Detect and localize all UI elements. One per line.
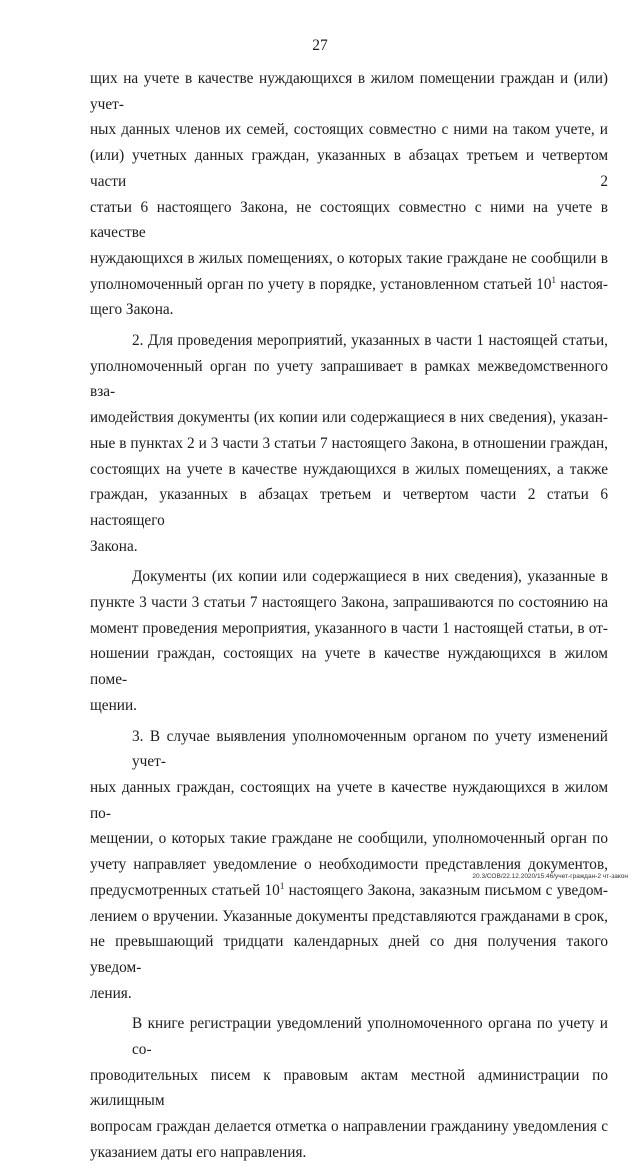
text-segment: Документы (их копии или содержащиеся в них сведения), указанные в	[132, 568, 608, 586]
text-line	[90, 297, 608, 323]
text-segment: указанием даты его направления.	[90, 1143, 307, 1161]
text-segment: настоя-	[555, 275, 608, 293]
text-segment: щего Закона.	[90, 301, 174, 319]
paragraph	[90, 328, 608, 559]
text-segment: ношении граждан, состоящих на учете в качестве нуждающихся в жилом поме-	[90, 645, 608, 689]
text-line	[90, 590, 608, 616]
text-line	[90, 66, 608, 117]
text-line	[90, 431, 608, 457]
text-line	[90, 246, 608, 272]
text-line	[90, 775, 608, 826]
text-line	[90, 826, 608, 852]
text-segment: нуждающихся в жилых помещениях, о которых такие граждане не сообщили в	[90, 249, 608, 267]
text-segment: (или) учетных данных граждан, указанных в абзацах третьем и четвертом части 2	[90, 147, 608, 190]
text-segment: предусмотренных статьей 10	[90, 881, 280, 899]
text-line	[90, 1114, 608, 1140]
text-segment: ные в пунктах 2 и 3 части 3 статьи 7 настоящего Закона, в отношении граждан,	[90, 434, 608, 452]
text-line	[90, 724, 608, 775]
text-segment: момент проведения мероприятия, указанного в части 1 настоящей статьи, в от-	[90, 619, 608, 637]
document-body	[90, 66, 608, 1171]
text-segment: имодействия документы (их копии или содержащиеся в них сведения), указан-	[90, 409, 608, 427]
text-line	[90, 929, 608, 980]
text-line	[90, 641, 608, 692]
text-line	[90, 117, 608, 143]
paragraph	[90, 724, 608, 1007]
text-segment: мещении, о которых такие граждане не сообщили, уполномоченный орган по	[90, 830, 608, 848]
text-line	[90, 354, 608, 405]
text-line	[90, 616, 608, 642]
text-line	[90, 405, 608, 431]
text-segment: ных данных граждан, состоящих на учете в качестве нуждающихся в жилом по-	[90, 778, 608, 822]
text-line	[90, 457, 608, 483]
text-line	[90, 904, 608, 930]
text-segment: вопросам граждан делается отметка о направлении гражданину уведомления с	[90, 1118, 608, 1136]
text-segment: учету направляет уведомление о необходимости представления документов,	[90, 856, 608, 874]
text-segment: щих на учете в качестве нуждающихся в жилом помещении граждан и (или) учет-	[90, 70, 608, 113]
text-segment: ления.	[90, 984, 132, 1002]
paragraph	[90, 1011, 608, 1165]
text-segment: настоящего Закона, заказным письмом с уведом-	[284, 881, 608, 899]
text-segment: 3. В случае выявления уполномоченным органом по учету изменений учет-	[132, 727, 608, 771]
text-line	[90, 981, 608, 1007]
footer-reference: 20.3/СОВ/22.12.2020/15:46/учет-граждан-2 чт-закон	[472, 873, 628, 880]
text-segment: ных данных членов их семей, состоящих совместно с ними на таком учете, и	[90, 121, 608, 139]
text-line	[90, 693, 608, 719]
text-line	[90, 878, 608, 904]
text-line	[90, 534, 608, 560]
text-line	[90, 564, 608, 590]
text-segment: проводительных писем к правовым актам местной администрации по жилищным	[90, 1066, 608, 1110]
text-segment: уполномоченный орган по учету запрашивает в рамках межведомственного вза-	[90, 357, 608, 401]
text-segment: не превышающий тридцати календарных дней со дня получения такого уведом-	[90, 933, 608, 976]
text-line	[90, 272, 608, 298]
text-segment: В книге регистрации уведомлений уполномоченного органа по учету и со-	[132, 1015, 608, 1059]
text-line	[90, 143, 608, 194]
superscript: 1	[279, 880, 285, 891]
text-segment: Закона.	[90, 537, 138, 555]
text-line	[90, 1011, 608, 1062]
page-number: 27	[312, 37, 328, 54]
text-segment: граждан, указанных в абзацах третьем и четвертом части 2 статьи 6 настоящего	[90, 486, 608, 529]
text-segment: 2. Для проведения мероприятий, указанных в части 1 настоящей статьи,	[132, 332, 608, 350]
text-segment: щении.	[90, 696, 137, 714]
text-line	[90, 1063, 608, 1114]
superscript: 1	[551, 274, 556, 285]
text-segment: состоящих на учете в качестве нуждающихся в жилых помещениях, а также	[90, 460, 608, 478]
text-line	[90, 482, 608, 533]
text-segment: пункте 3 части 3 статьи 7 настоящего Закона, запрашиваются по состоянию на	[90, 594, 608, 612]
paragraph	[90, 564, 608, 718]
text-segment: уполномоченный орган по учету в порядке, установленном статьей 10	[90, 275, 552, 293]
text-line	[90, 1140, 608, 1166]
text-segment: статьи 6 настоящего Закона, не состоящих совместно с ними на учете в качестве	[90, 198, 608, 242]
text-segment: лением о вручении. Указанные документы представляются гражданами в срок,	[90, 907, 608, 925]
paragraph	[90, 66, 608, 323]
text-line	[90, 195, 608, 246]
text-line	[90, 328, 608, 354]
